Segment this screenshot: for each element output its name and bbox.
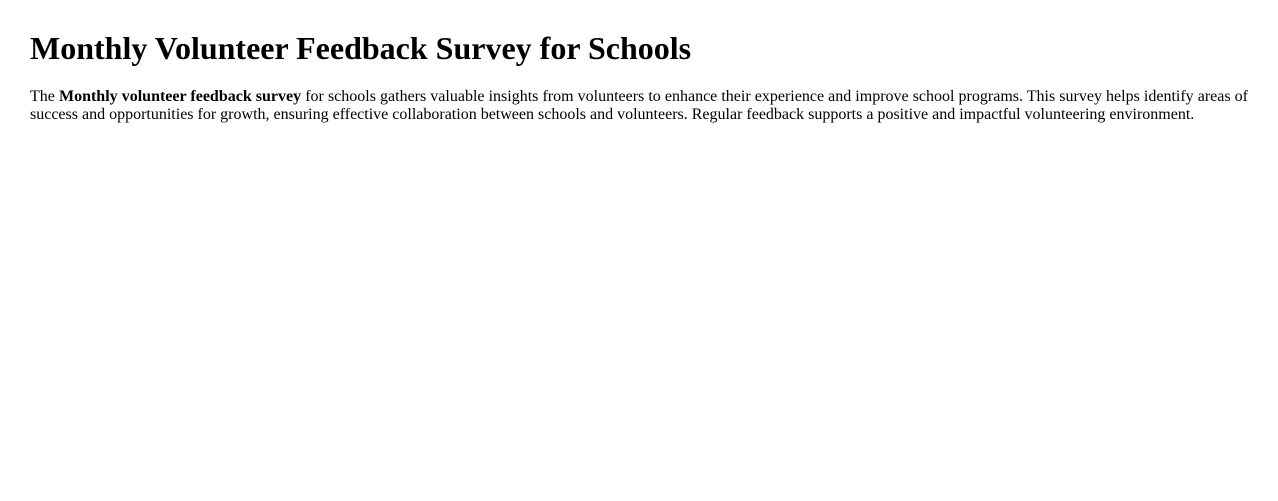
intro-text-rest: for schools gathers valuable insights from volunteers to enhance their experience and improve school programs. This survey helps identify areas of success and opportunities for growth, ensuring effective collaboration between schools and volunteers. Regular feedback supports a positive and impactful volunteering environment.: [30, 87, 1249, 123]
intro-paragraph: [30, 88, 1248, 124]
page-title: Monthly Volunteer Feedback Survey for Schools: [30, 30, 692, 66]
intro-bold-phrase: Monthly volunteer feedback survey: [58, 87, 302, 105]
intro-text-prefix: The: [30, 87, 59, 105]
